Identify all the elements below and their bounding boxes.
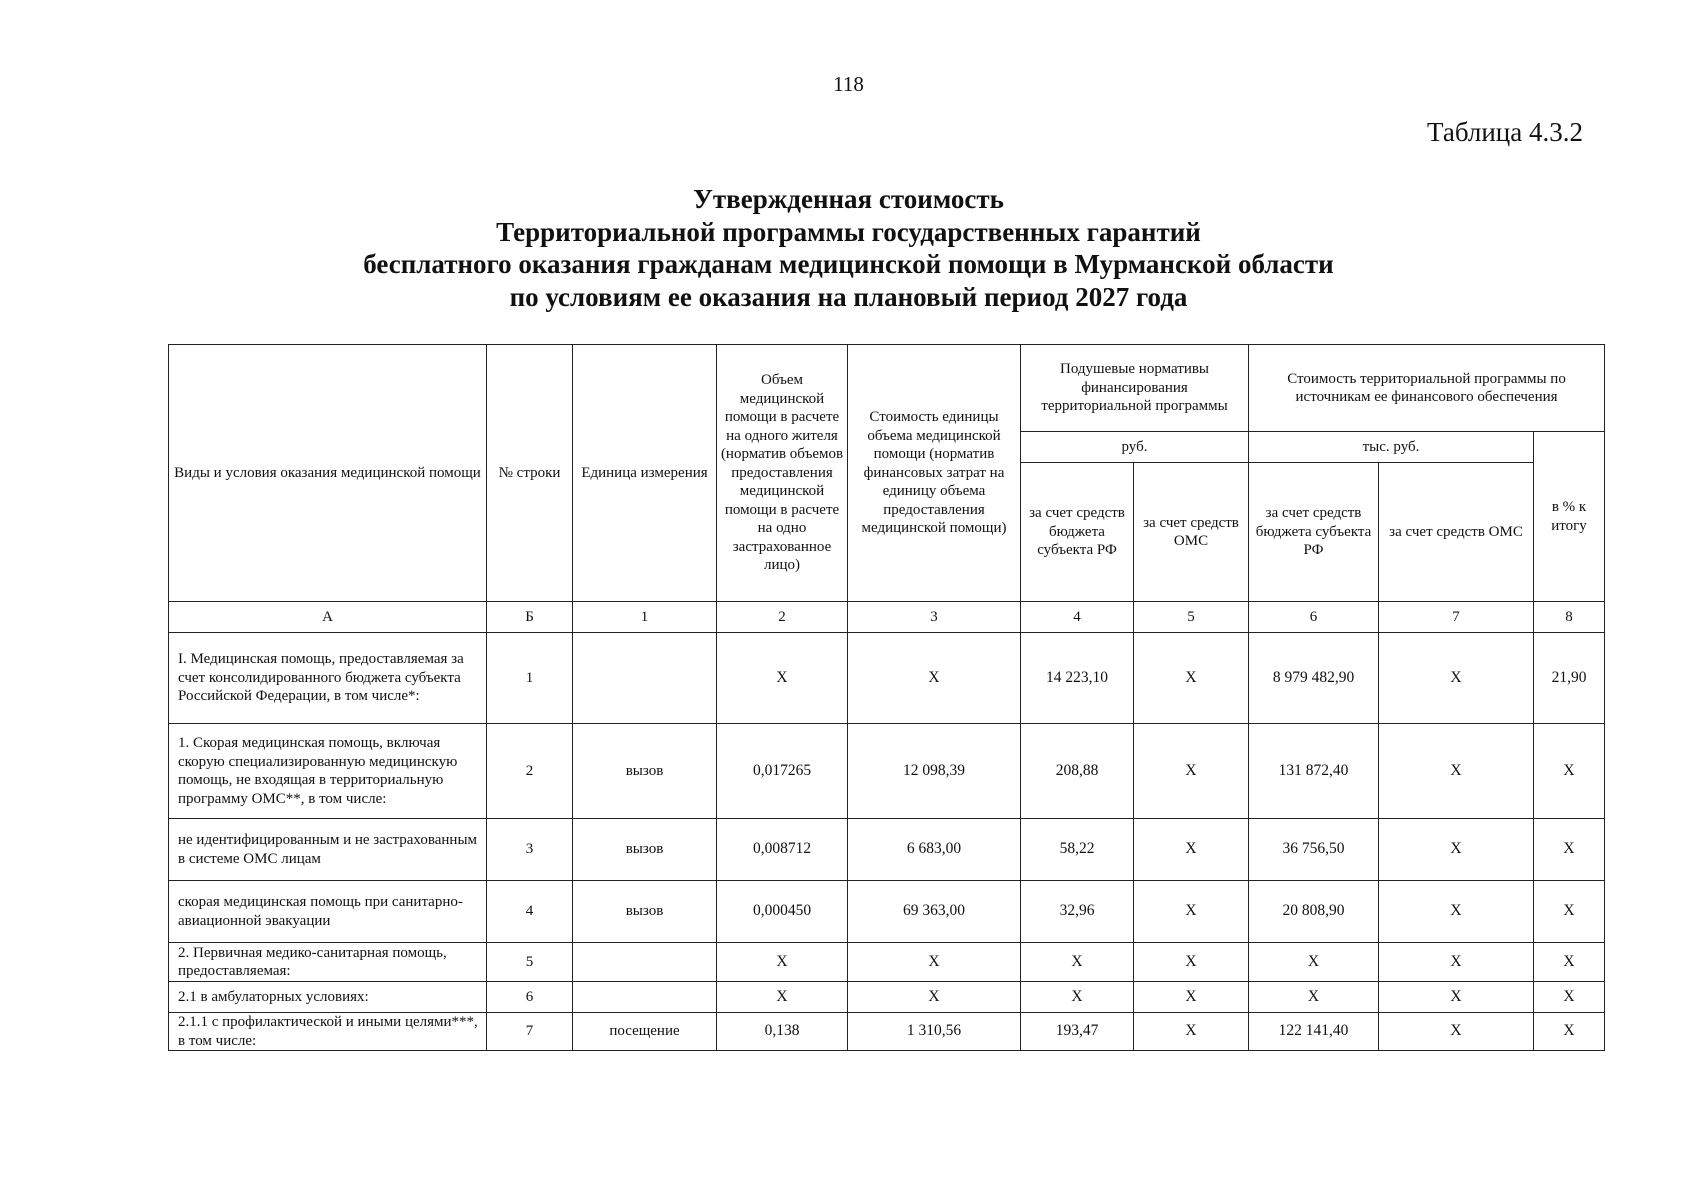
row-cost-budget: 36 756,50	[1249, 819, 1379, 881]
row-number: 1	[487, 633, 573, 724]
row-pc-budget: 208,88	[1021, 724, 1134, 819]
row-cost-budget: 20 808,90	[1249, 881, 1379, 943]
column-number: 6	[1249, 602, 1379, 633]
table-label: Таблица 4.3.2	[1427, 117, 1583, 147]
column-number: А	[169, 602, 487, 633]
row-unit-cost: 12 098,39	[848, 724, 1021, 819]
row-name: 2.1.1 с профилактической и иными целями***, в том числе:	[169, 1013, 487, 1051]
title-line: Территориальной программы государственных гарантий	[496, 216, 1201, 247]
row-cost-oms: Х	[1379, 724, 1534, 819]
header-row-number: № строки	[487, 345, 573, 602]
header-percent: в % к итогу	[1534, 432, 1605, 602]
column-number: 4	[1021, 602, 1134, 633]
row-name: не идентифицированным и не застрахованным в системе ОМС лицам	[169, 819, 487, 881]
row-pc-oms: Х	[1134, 819, 1249, 881]
column-number: 3	[848, 602, 1021, 633]
row-unit-cost: 6 683,00	[848, 819, 1021, 881]
row-unit: вызов	[573, 724, 717, 819]
column-number: 7	[1379, 602, 1534, 633]
table-row	[169, 943, 1605, 982]
row-cost-oms: Х	[1379, 1013, 1534, 1051]
row-percent: Х	[1534, 881, 1605, 943]
table-row	[169, 1013, 1605, 1051]
row-unit: вызов	[573, 819, 717, 881]
row-unit	[573, 943, 717, 982]
row-name: 2. Первичная медико-санитарная помощь, предоставляемая:	[169, 943, 487, 982]
row-percent: Х	[1534, 819, 1605, 881]
row-unit: вызов	[573, 881, 717, 943]
row-volume: Х	[717, 633, 848, 724]
row-unit-cost: Х	[848, 633, 1021, 724]
row-cost-budget: 131 872,40	[1249, 724, 1379, 819]
row-volume: 0,000450	[717, 881, 848, 943]
row-pc-oms: Х	[1134, 881, 1249, 943]
row-pc-budget: 193,47	[1021, 1013, 1134, 1051]
header-cost-budget: за счет средств бюджета субъекта РФ	[1249, 463, 1379, 602]
title-line: бесплатного оказания гражданам медицинской помощи в Мурманской области	[363, 249, 1334, 279]
row-unit-cost: 69 363,00	[848, 881, 1021, 943]
row-number: 7	[487, 1013, 573, 1051]
table-row	[169, 982, 1605, 1013]
table-row	[169, 724, 1605, 819]
row-pc-budget: Х	[1021, 982, 1134, 1013]
row-pc-oms: Х	[1134, 982, 1249, 1013]
row-cost-budget: 122 141,40	[1249, 1013, 1379, 1051]
row-cost-oms: Х	[1379, 881, 1534, 943]
column-number: 2	[717, 602, 848, 633]
column-number-row	[169, 602, 1605, 633]
column-number: Б	[487, 602, 573, 633]
row-pc-budget: 14 223,10	[1021, 633, 1134, 724]
row-percent: Х	[1534, 1013, 1605, 1051]
title-line: Утвержденная стоимость	[693, 184, 1004, 214]
row-unit-cost: Х	[848, 982, 1021, 1013]
row-cost-oms: Х	[1379, 943, 1534, 982]
row-name: I. Медицинская помощь, предоставляемая за счет консолидированного бюджета субъекта Российской Федерации, в том числе*:	[169, 633, 487, 724]
row-volume: Х	[717, 982, 848, 1013]
row-number: 3	[487, 819, 573, 881]
row-pc-budget: Х	[1021, 943, 1134, 982]
page-number: 118	[833, 72, 864, 96]
header-types-of-care: Виды и условия оказания медицинской помощи	[169, 345, 487, 602]
header-cost-group: Стоимость территориальной программы по источникам ее финансового обеспечения	[1249, 345, 1605, 432]
row-unit	[573, 982, 717, 1013]
row-name: скорая медицинская помощь при санитарно-авиационной эвакуации	[169, 881, 487, 943]
row-unit-cost: Х	[848, 943, 1021, 982]
header-volume: Объем медицинской помощи в расчете на одного жителя (норматив объемов предоставления медицинской помощи в расчете на одно застрахованное лицо)	[717, 345, 848, 602]
row-percent: Х	[1534, 724, 1605, 819]
column-number: 8	[1534, 602, 1605, 633]
row-volume: 0,017265	[717, 724, 848, 819]
row-pc-oms: Х	[1134, 1013, 1249, 1051]
row-percent: Х	[1534, 943, 1605, 982]
row-name: 1. Скорая медицинская помощь, включая скорую специализированную медицинскую помощь, не входящая в территориальную программу ОМС**, в том числе:	[169, 724, 487, 819]
header-per-capita-group: Подушевые нормативы финансирования территориальной программы	[1021, 345, 1249, 432]
row-cost-oms: Х	[1379, 633, 1534, 724]
header-unit: Единица измерения	[573, 345, 717, 602]
row-cost-oms: Х	[1379, 819, 1534, 881]
table-row	[169, 881, 1605, 943]
row-pc-oms: Х	[1134, 724, 1249, 819]
row-number: 5	[487, 943, 573, 982]
column-number: 5	[1134, 602, 1249, 633]
title-line: по условиям ее оказания на плановый период 2027 года	[509, 281, 1188, 312]
row-percent: Х	[1534, 982, 1605, 1013]
cost-table	[168, 344, 1605, 1051]
row-unit	[573, 633, 717, 724]
table-row	[169, 819, 1605, 881]
row-unit-cost: 1 310,56	[848, 1013, 1021, 1051]
header-pc-budget: за счет средств бюджета субъекта РФ	[1021, 463, 1134, 602]
header-unit-rub: руб.	[1021, 432, 1249, 463]
row-name: 2.1 в амбулаторных условиях:	[169, 982, 487, 1013]
row-pc-oms: Х	[1134, 633, 1249, 724]
row-pc-budget: 32,96	[1021, 881, 1134, 943]
header-cost-oms: за счет средств ОМС	[1379, 463, 1534, 602]
row-number: 6	[487, 982, 573, 1013]
row-unit: посещение	[573, 1013, 717, 1051]
document-title	[0, 183, 1697, 313]
column-number: 1	[573, 602, 717, 633]
header-pc-oms: за счет средств ОМС	[1134, 463, 1249, 602]
row-cost-budget: Х	[1249, 943, 1379, 982]
row-cost-budget: 8 979 482,90	[1249, 633, 1379, 724]
row-volume: 0,138	[717, 1013, 848, 1051]
row-volume: Х	[717, 943, 848, 982]
row-volume: 0,008712	[717, 819, 848, 881]
row-number: 2	[487, 724, 573, 819]
row-pc-oms: Х	[1134, 943, 1249, 982]
row-percent: 21,90	[1534, 633, 1605, 724]
header-unit-cost: Стоимость единицы объема медицинской помощи (норматив финансовых затрат на единицу объема предоставления медицинской помощи)	[848, 345, 1021, 602]
header-unit-thousand-rub: тыс. руб.	[1249, 432, 1534, 463]
row-number: 4	[487, 881, 573, 943]
table-row	[169, 633, 1605, 724]
row-cost-budget: Х	[1249, 982, 1379, 1013]
row-cost-oms: Х	[1379, 982, 1534, 1013]
row-pc-budget: 58,22	[1021, 819, 1134, 881]
